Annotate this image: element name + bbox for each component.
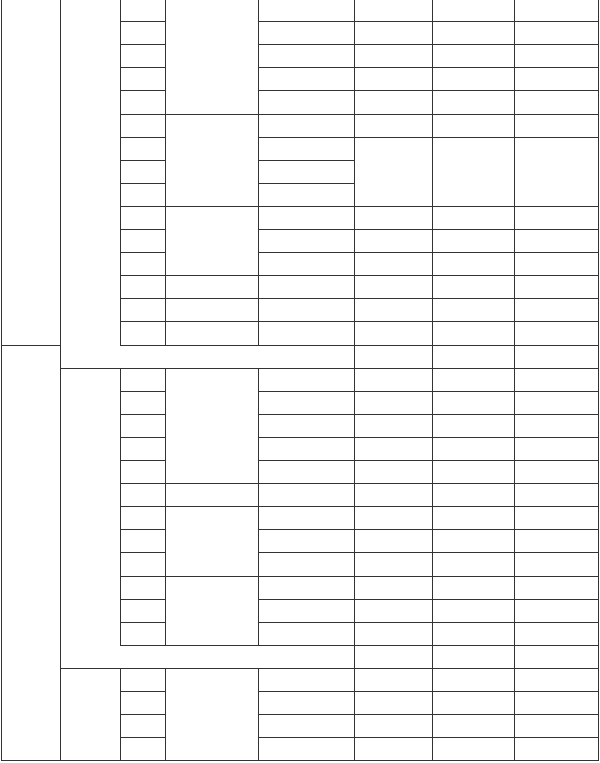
row-number (120, 275, 165, 298)
district-name (165, 668, 258, 760)
row-number (120, 691, 165, 714)
total-a (354, 645, 432, 668)
value-c (514, 252, 598, 275)
row-number (120, 714, 165, 737)
row-number (120, 206, 165, 229)
grid-line (165, 206, 259, 207)
value-c (514, 460, 598, 483)
grid-line (354, 599, 599, 600)
grid-line (258, 67, 355, 68)
value-c (514, 599, 598, 622)
village-name (258, 483, 354, 506)
grid-line (354, 576, 599, 577)
grid-line (60, 368, 121, 369)
value-b (432, 622, 514, 645)
grid-line (354, 229, 599, 230)
grid-line (354, 206, 599, 207)
grid-line (258, 460, 355, 461)
grid-line (258, 576, 355, 577)
group-label (60, 368, 120, 645)
row-number (120, 114, 165, 137)
value-c (514, 114, 598, 137)
group-label (60, 0, 120, 345)
value-b (432, 321, 514, 344)
grid-line (120, 160, 166, 161)
value-c (514, 67, 598, 90)
district-name (165, 576, 258, 645)
grid-line (258, 714, 355, 715)
value-a (354, 368, 432, 391)
grid-line (120, 321, 166, 322)
grid-line (120, 645, 166, 646)
grid-line (354, 114, 599, 115)
village-name (258, 252, 354, 275)
row-number (120, 460, 165, 483)
grid-line (120, 21, 166, 22)
grid-line (258, 21, 355, 22)
value-a (354, 90, 432, 113)
value-b (432, 460, 514, 483)
village-name (258, 67, 354, 90)
district-name (165, 321, 258, 344)
value-c (514, 576, 598, 599)
village-name (258, 44, 354, 67)
row-number (120, 529, 165, 552)
grid-line (165, 760, 259, 761)
value-b (432, 599, 514, 622)
village-name (258, 391, 354, 414)
total-label (120, 645, 354, 668)
grid-line (258, 368, 355, 369)
grid-line (354, 552, 599, 553)
row-number (120, 229, 165, 252)
grid-line (165, 483, 259, 484)
grid-line (354, 760, 599, 761)
grid-line (165, 275, 259, 276)
value-c (514, 691, 598, 714)
row-number (120, 552, 165, 575)
value-b (432, 90, 514, 113)
value-a (354, 321, 432, 344)
value-a (354, 67, 432, 90)
grid-line (258, 437, 355, 438)
grid-line (120, 252, 166, 253)
value-b (432, 714, 514, 737)
value-a (354, 552, 432, 575)
grid-line (354, 368, 599, 369)
value-c (514, 437, 598, 460)
village-name (258, 460, 354, 483)
grid-line (120, 391, 166, 392)
grid-line (258, 483, 355, 484)
value-b (432, 691, 514, 714)
grid-line (1, 345, 61, 346)
grid-line (120, 298, 166, 299)
value-b (432, 0, 514, 21)
grid-line (354, 90, 599, 91)
grid-line (258, 622, 355, 623)
grid-line (120, 552, 166, 553)
grid-line (258, 506, 355, 507)
district-name (165, 368, 258, 484)
grid-line (120, 483, 166, 484)
grid-line (258, 552, 355, 553)
grid-line (120, 183, 166, 184)
grid-line (258, 114, 355, 115)
grid-line (354, 298, 599, 299)
grid-line (258, 321, 355, 322)
value-b (432, 437, 514, 460)
value-a (354, 622, 432, 645)
grid-line (60, 0, 61, 760)
value-a (354, 21, 432, 44)
value-b (432, 44, 514, 67)
village-name (258, 90, 354, 113)
grid-line (258, 183, 355, 184)
grid-line (258, 44, 355, 45)
grid-line (354, 67, 599, 68)
value-c (514, 368, 598, 391)
village-name (258, 183, 354, 206)
grid-line (120, 275, 166, 276)
value-c (514, 298, 598, 321)
row-number (120, 183, 165, 206)
row-number (120, 252, 165, 275)
grid-line (165, 114, 259, 115)
row-number (120, 414, 165, 437)
grid-line (60, 668, 121, 669)
row-number (120, 622, 165, 645)
grid-line (258, 691, 355, 692)
value-a (354, 275, 432, 298)
village-name (258, 599, 354, 622)
village-name (258, 114, 354, 137)
grid-line (354, 21, 599, 22)
grid-line (354, 321, 599, 322)
grid-line (354, 44, 599, 45)
district-name (165, 483, 258, 506)
value-b (432, 576, 514, 599)
village-name (258, 576, 354, 599)
row-number (120, 391, 165, 414)
value-b (432, 668, 514, 691)
grid-line (354, 414, 599, 415)
village-name (258, 275, 354, 298)
grid-line (258, 391, 355, 392)
value-c (514, 90, 598, 113)
grid-line (120, 622, 166, 623)
value-c (514, 44, 598, 67)
district-name (165, 0, 258, 114)
value-c (514, 622, 598, 645)
value-b (432, 506, 514, 529)
grid-line (354, 691, 599, 692)
value-c (514, 275, 598, 298)
grid-line (354, 137, 599, 138)
village-name (258, 368, 354, 391)
grid-line (165, 506, 259, 507)
value-a (354, 0, 432, 21)
district-name (165, 506, 258, 575)
value-b (432, 67, 514, 90)
grid-line (354, 460, 599, 461)
grid-line (120, 114, 166, 115)
village-name (258, 414, 354, 437)
grid-line (258, 737, 355, 738)
grid-line (258, 414, 355, 415)
value-c (514, 21, 598, 44)
value-a (354, 576, 432, 599)
grid-line (120, 737, 166, 738)
value-c (514, 414, 598, 437)
grid-line (258, 668, 355, 669)
village-name (258, 298, 354, 321)
district-name (165, 206, 258, 275)
row-number (120, 437, 165, 460)
grid-line (120, 206, 166, 207)
value-b (432, 483, 514, 506)
total-b (432, 345, 514, 368)
grid-line (354, 645, 599, 646)
village-name (258, 229, 354, 252)
village-name (258, 137, 354, 160)
grid-line (258, 137, 355, 138)
value-c (514, 321, 598, 344)
value-a (354, 668, 432, 691)
grid-line (354, 345, 599, 346)
grid-line (120, 599, 166, 600)
grid-line (165, 321, 259, 322)
row-number (120, 483, 165, 506)
grid-line (354, 714, 599, 715)
value-b (432, 114, 514, 137)
row-number (120, 0, 165, 21)
grid-line (60, 760, 121, 761)
value-a (354, 229, 432, 252)
value-c (514, 668, 598, 691)
district-name (165, 298, 258, 321)
value-a (354, 298, 432, 321)
grid-line (120, 460, 166, 461)
value-c (514, 529, 598, 552)
grid-line (120, 345, 166, 346)
value-c (514, 506, 598, 529)
grid-line (354, 391, 599, 392)
grid-line (258, 645, 355, 646)
village-name (258, 21, 354, 44)
row-number (120, 506, 165, 529)
grid-line (1, 760, 61, 761)
grid-line (165, 668, 259, 669)
grid-line (258, 229, 355, 230)
value-b (432, 368, 514, 391)
village-name (258, 506, 354, 529)
value-b (432, 252, 514, 275)
row-number (120, 44, 165, 67)
grid-line (1, 0, 2, 760)
district-name (165, 275, 258, 298)
value-b (432, 206, 514, 229)
grid-line (258, 90, 355, 91)
total-c (514, 345, 598, 368)
grid-line (258, 298, 355, 299)
grid-line (120, 0, 121, 345)
grid-line (258, 760, 355, 761)
grid-line (354, 506, 599, 507)
group-label (1, 668, 60, 760)
village-name (258, 714, 354, 737)
value-c (514, 229, 598, 252)
value-a (354, 483, 432, 506)
total-a (354, 345, 432, 368)
value-b (432, 21, 514, 44)
value-c (514, 0, 598, 21)
merged-value-a (354, 137, 432, 206)
value-a (354, 691, 432, 714)
value-a (354, 437, 432, 460)
value-b (432, 552, 514, 575)
grid-line (120, 137, 166, 138)
value-a (354, 460, 432, 483)
grid-line (354, 622, 599, 623)
row-number (120, 160, 165, 183)
value-b (432, 229, 514, 252)
value-b (432, 275, 514, 298)
grid-line (258, 252, 355, 253)
grid-line (165, 645, 259, 646)
grid-line (354, 737, 599, 738)
village-name (258, 691, 354, 714)
grid-line (120, 368, 166, 369)
row-number (120, 137, 165, 160)
village-name (258, 206, 354, 229)
grid-line (120, 506, 166, 507)
grid-line (354, 668, 599, 669)
grid-line (120, 529, 166, 530)
village-name (258, 0, 354, 21)
grid-line (165, 298, 259, 299)
grid-line (165, 345, 259, 346)
value-a (354, 114, 432, 137)
row-number (120, 368, 165, 391)
grid-line (120, 67, 166, 68)
value-c (514, 206, 598, 229)
village-name (258, 622, 354, 645)
value-a (354, 414, 432, 437)
grid-line (120, 414, 166, 415)
value-a (354, 44, 432, 67)
total-label (120, 345, 354, 368)
value-c (514, 391, 598, 414)
grid-line (120, 229, 166, 230)
grid-line (354, 275, 599, 276)
row-number (120, 668, 165, 691)
village-name (258, 668, 354, 691)
value-c (514, 552, 598, 575)
grid-line (165, 0, 166, 345)
district-name (165, 114, 258, 206)
grid-line (354, 252, 599, 253)
grid-line (120, 576, 166, 577)
value-a (354, 252, 432, 275)
total-b (432, 645, 514, 668)
grid-line (258, 599, 355, 600)
grid-line (258, 206, 355, 207)
value-c (514, 714, 598, 737)
row-number (120, 321, 165, 344)
merged-value-c (514, 137, 598, 206)
value-b (432, 529, 514, 552)
merged-value-b (432, 137, 514, 206)
value-a (354, 506, 432, 529)
grid-line (354, 529, 599, 530)
value-b (432, 391, 514, 414)
grid-line (354, 483, 599, 484)
row-number (120, 298, 165, 321)
village-name (258, 552, 354, 575)
row-number (120, 599, 165, 622)
value-a (354, 206, 432, 229)
grid-line (120, 437, 166, 438)
value-a (354, 599, 432, 622)
grid-line (258, 275, 355, 276)
row-number (120, 90, 165, 113)
grid-line (120, 714, 166, 715)
row-number (120, 576, 165, 599)
grid-line (165, 576, 259, 577)
value-c (514, 483, 598, 506)
grid-line (258, 160, 355, 161)
grid-line (120, 691, 166, 692)
row-number (120, 21, 165, 44)
grid-line (165, 368, 259, 369)
grid-line (354, 437, 599, 438)
value-b (432, 298, 514, 321)
value-a (354, 391, 432, 414)
village-name (258, 160, 354, 183)
grid-line (120, 44, 166, 45)
grid-line (258, 345, 355, 346)
village-name (258, 437, 354, 460)
grid-line (120, 668, 166, 669)
value-a (354, 529, 432, 552)
total-c (514, 645, 598, 668)
grid-line (258, 0, 259, 345)
row-number (120, 67, 165, 90)
value-b (432, 414, 514, 437)
village-name (258, 321, 354, 344)
grid-line (120, 90, 166, 91)
value-a (354, 714, 432, 737)
grid-line (258, 529, 355, 530)
grid-line (120, 760, 166, 761)
village-name (258, 529, 354, 552)
